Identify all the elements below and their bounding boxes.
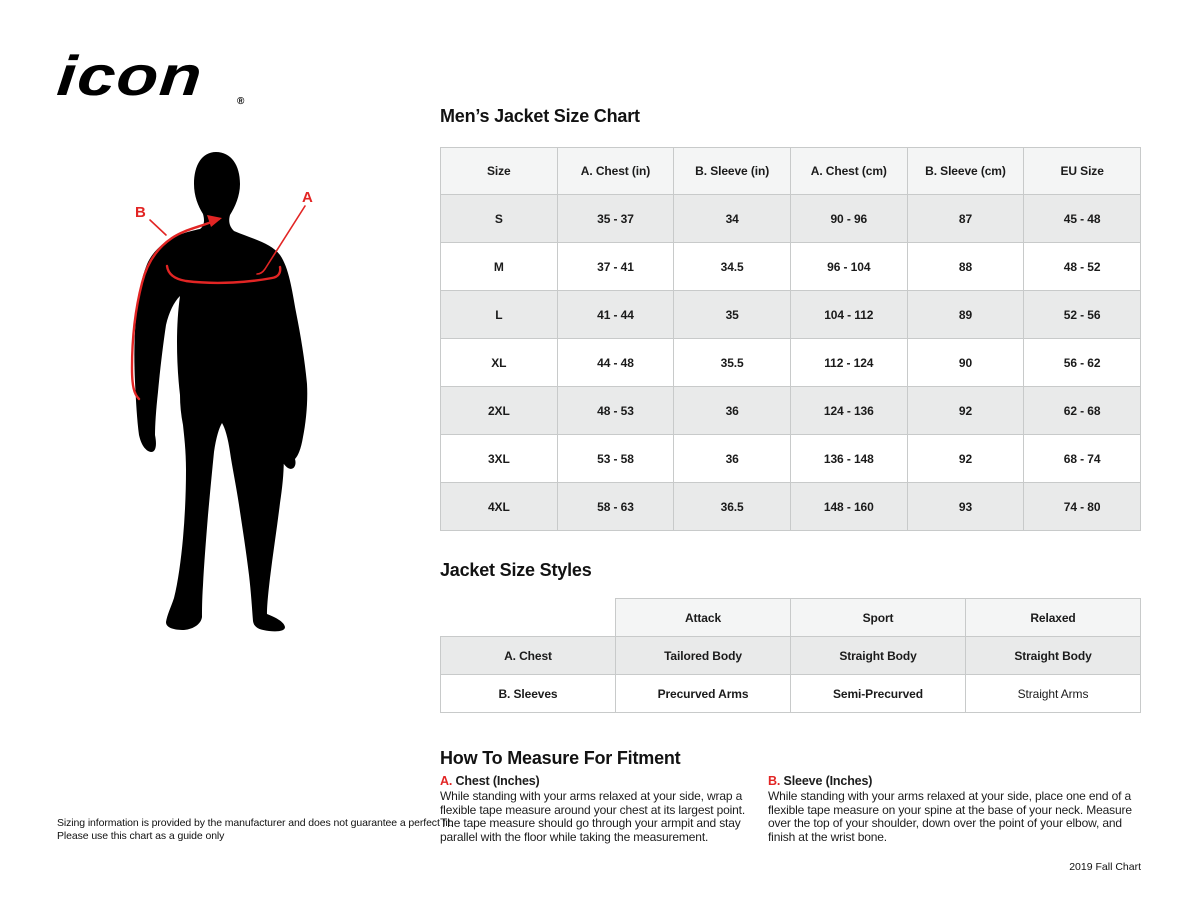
chart-version-label: 2019 Fall Chart: [1069, 861, 1141, 873]
table-cell: Straight Body: [966, 637, 1141, 675]
column-header: B. Sleeve (cm): [907, 148, 1024, 195]
table-cell: 62 - 68: [1024, 387, 1141, 435]
table-cell: Tailored Body: [616, 637, 791, 675]
table-cell: 3XL: [441, 435, 558, 483]
table-cell: 74 - 80: [1024, 483, 1141, 531]
label-b-pointer: [150, 220, 166, 235]
measure-sleeve-body: While standing with your arms relaxed at your side, place one end of a flexible tape measure on your spine at the base of your neck. Measure over the top of your shoulder, down over the point of your elbow, and finish at the wrist bone.: [768, 788, 1132, 845]
table-cell: Straight Arms: [966, 675, 1141, 713]
chest-label-a: A: [302, 189, 313, 206]
table-cell: A. Chest: [441, 637, 616, 675]
table-cell: 36: [674, 387, 791, 435]
measure-section-title: How To Measure For Fitment: [440, 748, 681, 768]
table-cell: S: [441, 195, 558, 243]
sizing-disclaimer-line1: Sizing information is provided by the manufacturer and does not guarantee a perfect fit.: [57, 817, 454, 829]
table-cell: 93: [907, 483, 1024, 531]
table-cell: 87: [907, 195, 1024, 243]
table-row: [441, 387, 1141, 435]
table-cell: 36: [674, 435, 791, 483]
icon-logo-text: icon: [54, 44, 206, 107]
table-cell: 89: [907, 291, 1024, 339]
table-cell: 44 - 48: [557, 339, 674, 387]
table-cell: 52 - 56: [1024, 291, 1141, 339]
column-header: Relaxed: [966, 599, 1141, 637]
measure-sleeve-section: [768, 775, 1150, 845]
table-cell: 136 - 148: [790, 435, 907, 483]
table-cell: 41 - 44: [557, 291, 674, 339]
table-cell: 92: [907, 435, 1024, 483]
table-cell: 34.5: [674, 243, 791, 291]
table-cell: 124 - 136: [790, 387, 907, 435]
table-cell: 68 - 74: [1024, 435, 1141, 483]
table-row: [441, 675, 1141, 713]
table-cell: 34: [674, 195, 791, 243]
measure-sleeve-letter: B.: [768, 774, 781, 788]
table-row: [441, 243, 1141, 291]
table-cell: 90: [907, 339, 1024, 387]
table-cell: 56 - 62: [1024, 339, 1141, 387]
blank-corner-cell: [441, 599, 616, 637]
table-cell: 37 - 41: [557, 243, 674, 291]
table-cell: 36.5: [674, 483, 791, 531]
measure-sleeve-heading-text: Sleeve (Inches): [783, 774, 873, 788]
table-cell: 35 - 37: [557, 195, 674, 243]
measure-chest-heading: [440, 775, 756, 789]
table-cell: 4XL: [441, 483, 558, 531]
body-silhouette-figure: [98, 130, 383, 642]
icon-logo: [54, 44, 275, 118]
man-silhouette: [134, 152, 307, 631]
table-cell: 90 - 96: [790, 195, 907, 243]
column-header: Sport: [791, 599, 966, 637]
column-header: EU Size: [1024, 148, 1141, 195]
table-cell: 2XL: [441, 387, 558, 435]
column-header: A. Chest (in): [557, 148, 674, 195]
table-cell: Straight Body: [791, 637, 966, 675]
registered-trademark-icon: ®: [237, 96, 245, 107]
styles-chart-title: Jacket Size Styles: [440, 560, 592, 580]
table-cell: 92: [907, 387, 1024, 435]
table-cell: 53 - 58: [557, 435, 674, 483]
table-row: [441, 195, 1141, 243]
table-cell: L: [441, 291, 558, 339]
table-cell: XL: [441, 339, 558, 387]
table-cell: 148 - 160: [790, 483, 907, 531]
table-cell: B. Sleeves: [441, 675, 616, 713]
table-row: [441, 637, 1141, 675]
table-row: [441, 483, 1141, 531]
sizing-disclaimer-line2: Please use this chart as a guide only: [57, 830, 225, 842]
styles-chart-table: [440, 598, 1141, 713]
sizing-disclaimer: [57, 817, 453, 843]
table-cell: 45 - 48: [1024, 195, 1141, 243]
column-header: A. Chest (cm): [790, 148, 907, 195]
table-cell: Precurved Arms: [616, 675, 791, 713]
table-row: [441, 435, 1141, 483]
table-cell: 35: [674, 291, 791, 339]
size-chart-table: [440, 147, 1141, 531]
table-cell: 104 - 112: [790, 291, 907, 339]
table-cell: 96 - 104: [790, 243, 907, 291]
size-chart-title: Men’s Jacket Size Chart: [440, 106, 640, 126]
sleeve-label-b: B: [135, 204, 146, 221]
measure-sleeve-heading: [768, 775, 1150, 789]
measure-chest-heading-text: Chest (Inches): [455, 774, 540, 788]
header-row: [441, 599, 1141, 637]
column-header: B. Sleeve (in): [674, 148, 791, 195]
table-cell: 58 - 63: [557, 483, 674, 531]
table-row: [441, 339, 1141, 387]
table-cell: 48 - 53: [557, 387, 674, 435]
table-cell: 112 - 124: [790, 339, 907, 387]
header-row: [441, 148, 1141, 195]
table-cell: 35.5: [674, 339, 791, 387]
table-cell: 48 - 52: [1024, 243, 1141, 291]
table-row: [441, 291, 1141, 339]
table-cell: Semi-Precurved: [791, 675, 966, 713]
measure-chest-letter: A.: [440, 774, 453, 788]
measure-chest-body: While standing with your arms relaxed at your side, wrap a flexible tape measure around your chest at its largest point. The tape measure should go through your armpit and stay parallel with the floor while taking the measurement.: [440, 788, 746, 845]
measure-chest-section: [440, 775, 756, 845]
column-header: Size: [441, 148, 558, 195]
column-header: Attack: [616, 599, 791, 637]
table-cell: 88: [907, 243, 1024, 291]
table-cell: M: [441, 243, 558, 291]
